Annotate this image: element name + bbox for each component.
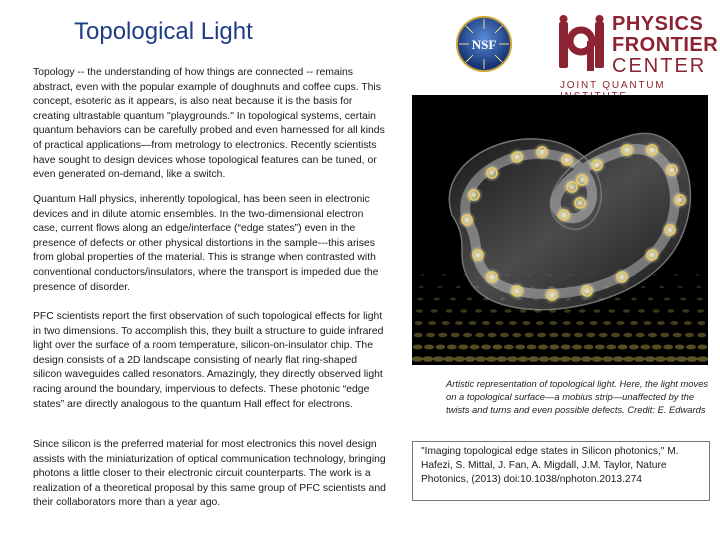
floor-dot xyxy=(638,309,645,313)
floor-dot xyxy=(660,333,669,338)
ring-glow xyxy=(578,282,596,300)
floor-dot xyxy=(655,356,666,362)
jqi-subtitle: JOINT QUANTUM xyxy=(560,80,666,91)
floor-dot xyxy=(469,321,477,325)
floor-dot xyxy=(570,356,581,362)
floor-dot xyxy=(659,286,664,289)
image-caption: Artistic representation of topological light. Here, the light moves on a topological surface—a mobius strip—unaffected by the twists and turns and even possible defects. Credit: E. Edwards xyxy=(446,378,709,416)
paragraph-text: Since silicon is the preferred material for most electronics this novel design assists with the miniaturization of optical communication technology, bringing photons a little closer to their electronic circuit counterparts. The work is a realization of a theoretical proposal by this same group of PFC scientists and their collaborators more than a year ago. xyxy=(33,439,386,509)
floor-dot xyxy=(666,356,677,362)
floor-dot xyxy=(456,286,461,289)
floor-dot xyxy=(509,321,517,325)
floor-dot xyxy=(424,345,434,350)
floor-dot xyxy=(603,321,611,325)
ring-glow xyxy=(533,143,551,161)
floor-dot xyxy=(447,345,457,350)
floor-dot xyxy=(463,333,472,338)
topological-light-artwork xyxy=(412,95,708,365)
floor-dot xyxy=(454,356,465,362)
floor-dot xyxy=(481,345,491,350)
pfc-line-1: PHYSICS xyxy=(612,13,704,35)
floor-dot xyxy=(490,309,497,313)
body-paragraph-4 xyxy=(33,438,388,511)
floor-dot xyxy=(549,321,557,325)
ring-glow xyxy=(508,282,526,300)
floor-dot xyxy=(475,309,482,313)
floor-dot xyxy=(606,345,616,350)
floor-dot xyxy=(421,274,425,276)
floor-dot xyxy=(560,356,571,362)
floor-dot xyxy=(648,333,657,338)
floor-dot xyxy=(579,309,586,313)
floor-dot xyxy=(522,321,530,325)
floor-dot xyxy=(684,321,692,325)
floor-dot xyxy=(512,333,521,338)
paragraph-text: Topology -- the understanding of how things are connected -- remains abstract, even with the popular example of doughnuts and coffee cups. This concept, esoteric as it appears, is also neat because it is the basis for creating ultrastable quantum "playgrounds." In topological systems, certain quantum behaviors can be carefully probed and even harnessed for all kinds of practical applications—from metrology to electronics. Recently scientists have sought to design devices whose topological features can be tuned, or even generated on-demand, like a switch. xyxy=(33,67,385,181)
floor-dot xyxy=(613,356,624,362)
floor-dot xyxy=(527,345,537,350)
floor-dot xyxy=(437,286,442,289)
paragraph-text: PFC scientists report the first observation of such topological effects for light in two dimensions. To accomplish this, they built a structure to guide infrared light over the surface of a room temperature, silicon-on-insulator chip. The design consists of a 2D landscape consisting of nearly flat ring-shaped silicon waveguides called resonators. Amazingly, they directly observed light racing around the boundary, impervious to defects. These photonic “edge states” are directly analogous to the quantum Hall effect for electrons. xyxy=(33,311,384,410)
floor-dot xyxy=(583,345,593,350)
ring-glow xyxy=(555,206,573,224)
floor-dot xyxy=(549,333,558,338)
floor-dot xyxy=(525,333,534,338)
floor-dot xyxy=(496,356,507,362)
floor-dot xyxy=(507,356,518,362)
ring-glow xyxy=(618,141,636,159)
floor-dot xyxy=(678,286,683,289)
floor-dot xyxy=(595,345,605,350)
floor-dot xyxy=(470,345,480,350)
floor-dot xyxy=(617,321,625,325)
floor-dot xyxy=(495,321,503,325)
ring-glow xyxy=(469,246,487,264)
floor-dot xyxy=(450,298,456,301)
floor-dot xyxy=(594,309,601,313)
floor-dot xyxy=(631,298,637,301)
floor-dot xyxy=(636,333,645,338)
floor-dot xyxy=(518,356,529,362)
floor-dot xyxy=(657,321,665,325)
floor-dot xyxy=(586,333,595,338)
pfc-line-3: CENTER xyxy=(612,55,707,77)
floor-dot xyxy=(685,333,694,338)
floor-dot xyxy=(561,345,571,350)
floor-dot xyxy=(576,321,584,325)
floor-dot xyxy=(602,356,613,362)
floor-dot xyxy=(697,345,707,350)
floor-dot xyxy=(444,356,455,362)
floor-dot xyxy=(413,345,423,350)
floor-dot xyxy=(581,356,592,362)
floor-dot xyxy=(515,345,525,350)
floor-dot xyxy=(460,309,467,313)
floor-dot xyxy=(431,309,438,313)
floor-dot xyxy=(442,321,450,325)
floor-dot xyxy=(414,333,423,338)
floor-dot xyxy=(653,274,657,276)
floor-dot xyxy=(438,333,447,338)
floor-dot xyxy=(417,298,423,301)
floor-dot xyxy=(674,274,678,276)
floor-dot xyxy=(574,333,583,338)
floor-dot xyxy=(623,309,630,313)
floor-dot xyxy=(664,298,670,301)
ring-glow xyxy=(465,186,483,204)
paragraph-text: Quantum Hall physics, inherently topological, has been seen in electronic devices and in dilute atomic ensembles. In the two-dimensional electron case, current flows along an edge/interface (“edge states”) even in the presence of defects or other physical distortions in the sample---this arises from global properties of the material. This is strange when contrasted with conventional conductors/insulators, where the transport is impeded due the presence of disorder. xyxy=(33,194,379,293)
floor-dot xyxy=(644,356,655,362)
ring-glow xyxy=(483,164,501,182)
ring-glow xyxy=(643,141,661,159)
nsf-logo-text: NSF xyxy=(471,37,497,52)
ring-glow xyxy=(663,161,681,179)
floor-dot xyxy=(415,321,423,325)
floor-dot xyxy=(630,321,638,325)
floor-dot xyxy=(682,309,689,313)
floor-dot xyxy=(422,356,433,362)
floor-dot xyxy=(687,356,698,362)
floor-dot xyxy=(549,345,559,350)
floor-dot xyxy=(475,333,484,338)
floor-dot xyxy=(615,298,621,301)
floor-dot xyxy=(539,356,550,362)
ring-glow xyxy=(661,221,679,239)
floor-dot xyxy=(520,309,527,313)
floor-dot xyxy=(572,345,582,350)
floor-dot xyxy=(482,321,490,325)
citation-box xyxy=(412,441,710,501)
floor-dot xyxy=(697,356,708,362)
floor-dot xyxy=(467,298,473,301)
ring-glow xyxy=(558,151,576,169)
floor-dot xyxy=(434,298,440,301)
floor-dot xyxy=(686,345,696,350)
ring-glow xyxy=(643,246,661,264)
floor-dot xyxy=(590,321,598,325)
floor-dot xyxy=(475,356,486,362)
floor-dot xyxy=(505,309,512,313)
nsf-logo xyxy=(455,15,513,73)
floor-dot xyxy=(549,356,560,362)
floor-dot xyxy=(652,345,662,350)
floor-dot xyxy=(647,298,653,301)
floor-dot xyxy=(442,274,446,276)
floor-dot xyxy=(428,321,436,325)
floor-dot xyxy=(536,321,544,325)
floor-dot xyxy=(458,345,468,350)
page-title: Topological Light xyxy=(74,18,253,45)
floor-dot xyxy=(451,333,460,338)
floor-dot xyxy=(697,333,706,338)
ring-glow xyxy=(588,156,606,174)
floor-dot xyxy=(492,345,502,350)
floor-dot xyxy=(673,333,682,338)
floor-dot xyxy=(696,286,701,289)
floor-dot xyxy=(611,333,620,338)
floor-dot xyxy=(618,345,628,350)
floor-dot xyxy=(426,333,435,338)
body-paragraph-2 xyxy=(33,193,388,295)
floor-dot xyxy=(563,321,571,325)
floor-dot xyxy=(537,333,546,338)
floor-dot xyxy=(676,356,687,362)
ring-glow xyxy=(508,148,526,166)
citation-text: "Imaging topological edge states in Silicon photonics," M. Hafezi, S. Mittal, J. Fan, A. Migdall, J.M. Taylor, Nature Photonics, (2013) doi:10.1038/nphoton.2013.274 xyxy=(421,446,679,485)
floor-dot xyxy=(486,356,497,362)
floor-dot xyxy=(641,286,646,289)
floor-dot xyxy=(629,345,639,350)
floor-dot xyxy=(435,345,445,350)
floor-dot xyxy=(419,286,424,289)
body-paragraph-1 xyxy=(33,66,388,183)
pfc-wordmark xyxy=(612,14,718,77)
ring-glow xyxy=(483,268,501,286)
floor-dot xyxy=(634,356,645,362)
floor-dot xyxy=(455,321,463,325)
floor-dot xyxy=(697,321,705,325)
floor-dot xyxy=(446,309,453,313)
ring-glow xyxy=(613,268,631,286)
floor-dot xyxy=(653,309,660,313)
floor-dot xyxy=(433,356,444,362)
floor-dot xyxy=(528,356,539,362)
ring-glow xyxy=(458,211,476,229)
floor-dot xyxy=(500,333,509,338)
floor-dot xyxy=(643,321,651,325)
floor-dot xyxy=(623,356,634,362)
floor-dot xyxy=(465,356,476,362)
floor-dot xyxy=(640,345,650,350)
floor-dot xyxy=(504,345,514,350)
ring-glow xyxy=(563,178,581,196)
floor-dot xyxy=(663,345,673,350)
floor-dot xyxy=(412,356,423,362)
floor-dot xyxy=(599,333,608,338)
floor-dot xyxy=(668,309,675,313)
floor-dot xyxy=(623,333,632,338)
pfc-line-2: FRONTIER xyxy=(612,34,719,56)
floor-dot xyxy=(697,309,704,313)
ring-glow xyxy=(543,286,561,304)
floor-dot xyxy=(562,333,571,338)
floor-dot xyxy=(680,298,686,301)
floor-dot xyxy=(608,309,615,313)
floor-dot xyxy=(697,298,703,301)
floor-dot xyxy=(675,345,685,350)
floor-dot xyxy=(695,274,699,276)
floor-dot xyxy=(564,309,571,313)
floor-dot xyxy=(538,345,548,350)
floor-dot xyxy=(488,333,497,338)
floor-dot xyxy=(416,309,423,313)
body-paragraph-3 xyxy=(33,310,388,412)
ring-glow xyxy=(671,191,689,209)
floor-dot xyxy=(670,321,678,325)
ring-glow xyxy=(571,194,589,212)
floor-dot xyxy=(592,356,603,362)
